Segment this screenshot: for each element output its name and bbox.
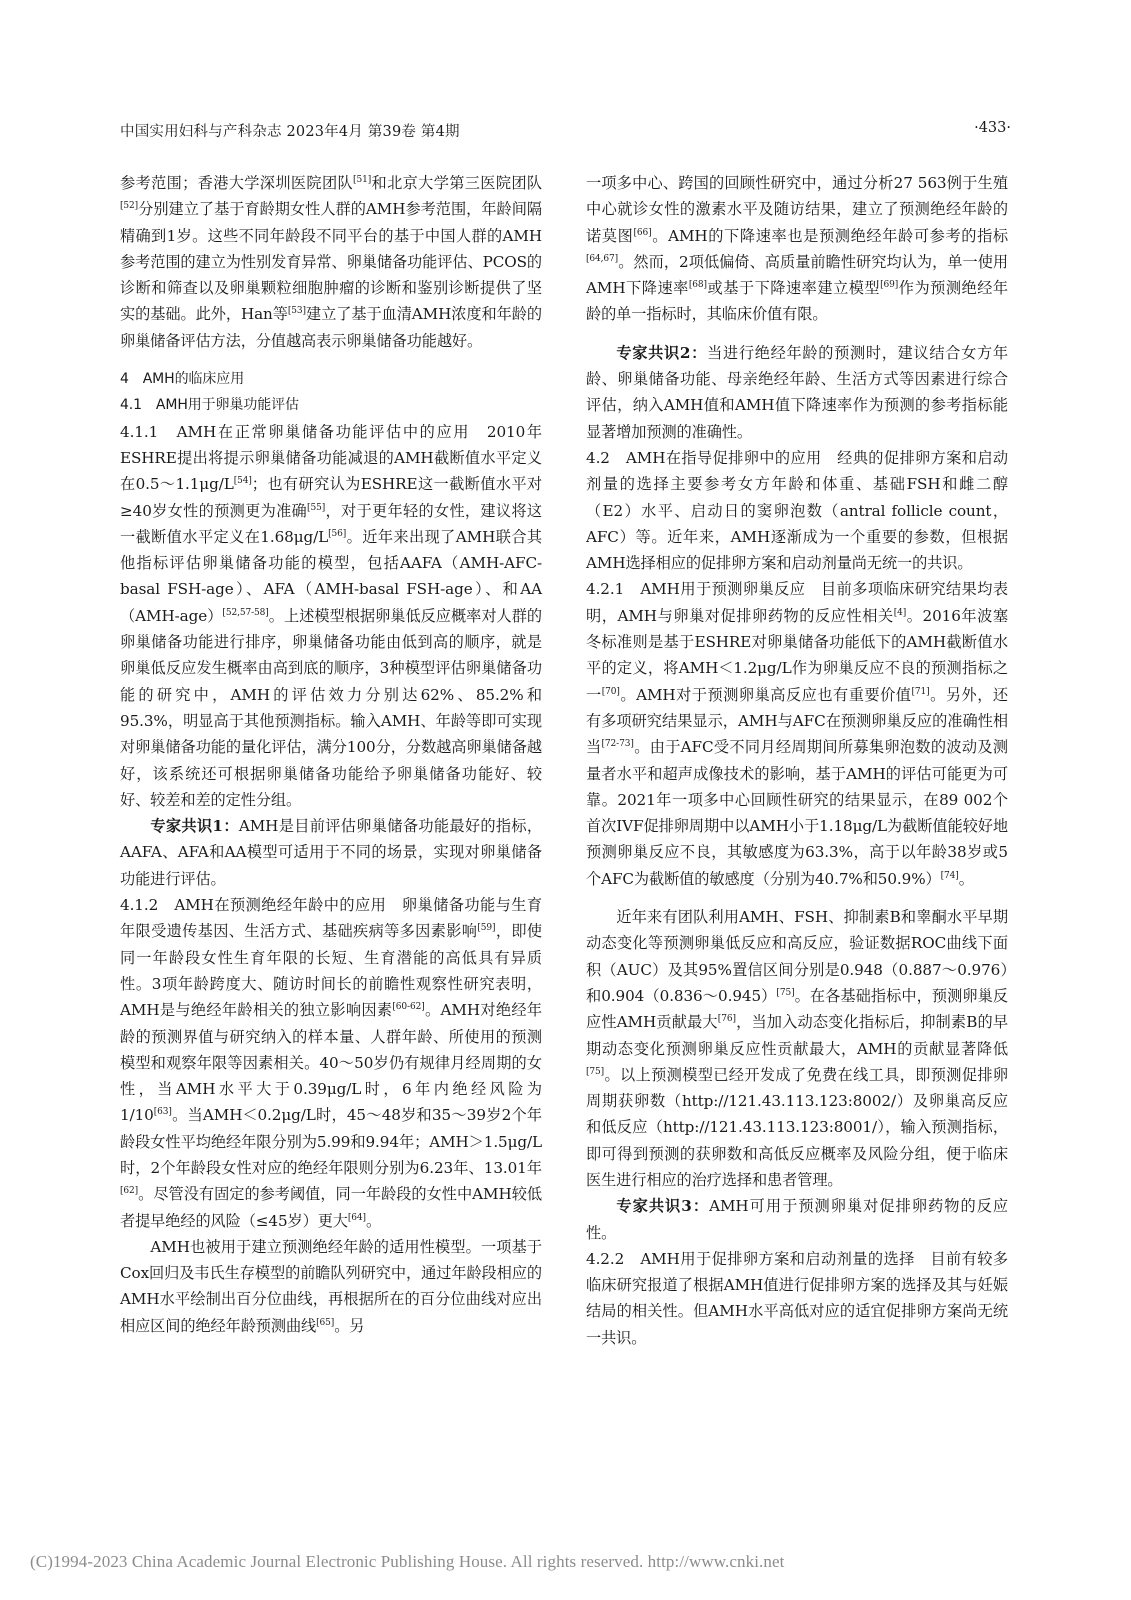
citation[interactable]: [63]	[153, 1107, 172, 1118]
paragraph-reference-ranges: 参考范围；香港大学深圳医院团队[51]和北京大学第三医院团队[52]分别建立了基于育龄期女性人群的AMH参考范围，年龄间隔精确到1岁。这些不同年龄段不同平台的基于中国人群的AMH参考范围的建立为性别发育异常、卵巢储备功能评估、PCOS的诊断和筛查以及卵巢颗粒细胞肿瘤的诊断和鉴别诊断提供了坚实的基础。此外，Han等[53]建立了基于血清AMH浓度和年龄的卵巢储备评估方法，分值越高表示卵巢储备功能越好。	[120, 174, 542, 350]
copyright-footer: (C)1994-2023 China Academic Journal Electronic Publishing House. All rights reserved. http://www.cnki.net	[30, 1552, 785, 1571]
expert-consensus-2: 专家共识2：当进行绝经年龄的预测时，建议结合女方年龄、卵巢储备功能、母亲绝经年龄、生活方式等因素进行综合评估，纳入AMH值和AMH值下降速率作为预测的参考指标能显著增加预测的准确性。	[586, 343, 1008, 441]
paragraph-menopause-continued: 一项多中心、跨国的回顾性研究中，通过分析27 563例于生殖中心就诊女性的激素水平及随访结果，建立了预测绝经年龄的诺莫图[66]。AMH的下降速率也是预测绝经年龄可参考的指标[64,67]。然而，2项低偏倚、高质量前瞻性研究均认为，单一使用AMH下降速率[68]或基于下降速率建立模型[69]作为预测绝经年龄的单一指标时，其临床价值有限。	[586, 174, 1009, 324]
citation[interactable]: [76]	[717, 1014, 736, 1025]
citation[interactable]: [75]	[776, 987, 795, 998]
section-heading-4-1: 4.1 AMH用于卵巢功能评估	[120, 397, 299, 414]
citation[interactable]: [55]	[307, 502, 326, 513]
citation[interactable]: [66]	[633, 227, 652, 238]
paragraph-4-1-1: 4.1.1 AMH在正常卵巢储备功能评估中的应用 2010年ESHRE提出将提示卵巢储备功能减退的AMH截断值水平定义在0.5～1.1μg/L[54]；也有研究认为ESHRE这一截断值水平对≥40岁女性的预测更为准确[55]，对于更年轻的女性，建议将这一截断值水平定义在1.68μg/L[56]。近年来出现了AMH联合其他指标评估卵巢储备功能的模型，包括AAFA（AMH-AFC-basal FSH-age）、AFA（AMH-basal FSH-age）、和AA（AMH-age）[52,57-58]。上述模型根据卵巢低反应概率对人群的卵巢储备功能进行排序，卵巢储备功能由低到高的顺序，就是卵巢低反应发生概率由高到底的顺序，3种模型评估卵巢储备功能的研究中，AMH的评估效力分别达62%、85.2%和95.3%，明显高于其他预测指标。输入AMH、年龄等即可实现对卵巢储备功能的量化评估，满分100分，分数越高卵巢储备越好，该系统还可根据卵巢储备功能给予卵巢储备功能好、较好、较差和差的定性分组。	[120, 422, 543, 809]
citation[interactable]: [64]	[347, 1212, 366, 1223]
citation[interactable]: [69]	[880, 280, 899, 291]
citation[interactable]: [68]	[688, 280, 707, 291]
citation[interactable]: [4]	[893, 607, 907, 618]
citation[interactable]: [65]	[316, 1317, 335, 1328]
citation[interactable]: [52]	[120, 201, 139, 212]
journal-header: 中国实用妇科与产科杂志 2023年4月 第39卷 第4期	[120, 124, 460, 140]
citation[interactable]: [53]	[287, 306, 306, 317]
paragraph-4-2-2: 4.2.2 AMH用于促排卵方案和启动剂量的选择 目前有较多临床研究报道了根据AMH值进行促排卵方案的选择及其与妊娠结局的相关性。但AMH水平高低对应的适宜促排卵方案尚无统一共识。	[586, 1249, 1008, 1347]
section-heading-4: 4 AMH的临床应用	[120, 371, 245, 388]
paragraph-4-2: 4.2 AMH在指导促排卵中的应用 经典的促排卵方案和启动剂量的选择主要参考女方年龄和体重、基础FSH和雌二醇（E2）水平、启动日的窦卵泡数（antral follicle count，AFC）等。近年来，AMH逐渐成为一个重要的参数，但根据AMH选择相应的促排卵方案和启动剂量尚无统一的共识。	[586, 448, 1008, 573]
paragraph-4-2-1: 4.2.1 AMH用于预测卵巢反应 目前多项临床研究结果均表明，AMH与卵巢对促排卵药物的反应性相关[4]。2016年波塞冬标准则是基于ESHRE对卵巢储备功能低下的AMH截断值水平的定义，将AMH＜1.2μg/L作为卵巢反应不良的预测指标之一[70]。AMH对于预测卵巢高反应也有重要价值[71]。另外，还有多项研究结果显示，AMH与AFC在预测卵巢反应的准确性相当[72-73]。由于AFC受不同月经周期间所募集卵泡数的波动及测量者水平和超声成像技术的影响，基于AMH的评估可能更为可靠。2021年一项多中心回顾性研究的结果显示，在89 002个首次IVF促排卵周期中以AMH小于1.18μg/L为截断值能较好地预测卵巢反应不良，其敏感度为63.3%，高于以年龄38岁或5个AFC为截断值的敏感度（分别为40.7%和50.9%）[74]。	[586, 580, 1008, 888]
expert-consensus-1: 专家共识1：AMH是目前评估卵巢储备功能最好的指标，AAFA、AFA和AA模型可适用于不同的场景，实现对卵巢储备功能进行评估。	[120, 817, 543, 888]
citation[interactable]: [72-73]	[601, 739, 634, 750]
citation[interactable]: [64,67]	[586, 253, 619, 264]
paragraph-menopause-model: AMH也被用于建立预测绝经年龄的适用性模型。一项基于Cox回归及韦氏生存模型的前瞻队列研究中，通过年龄段相应的AMH水平绘制出百分位曲线，再根据所在的百分位曲线对应出相应区间的绝经年龄预测曲线[65]。另	[120, 1237, 542, 1335]
citation[interactable]: [56]	[328, 528, 347, 539]
right-column	[586, 170, 1008, 1351]
page-number: ·433·	[974, 120, 1011, 136]
paragraph-4-1-2: 4.1.2 AMH在预测绝经年龄中的应用 卵巢储备功能与生育年限受遗传基因、生活方式、基础疾病等多因素影响[59]，即使同一年龄段女性生育年限的长短、生育潜能的高低具有异质性。3项年龄跨度大、随访时间长的前瞻性观察性研究表明，AMH是与绝经年龄相关的独立影响因素[60-62]。AMH对绝经年龄的预测界值与研究纳入的样本量、人群年龄、所使用的预测模型和观察年限等因素相关。40～50岁仍有规律月经周期的女性，当AMH水平大于0.39μg/L时，6年内绝经风险为1/10[63]。当AMH＜0.2μg/L时，45～48岁和35～39岁2个年龄段女性平均绝经年限分别为5.99和9.94年；AMH＞1.5μg/L时，2个年龄段女性对应的绝经年限则分别为6.23年、13.01年[62]。尽管没有固定的参考阈值，同一年龄段的女性中AMH较低者提早绝经的风险（≤45岁）更大[64]。	[120, 896, 543, 1230]
citation[interactable]: [75]	[586, 1066, 605, 1077]
citation[interactable]: [70]	[601, 686, 620, 697]
citation[interactable]: [71]	[911, 686, 930, 697]
citation[interactable]: [74]	[940, 870, 959, 881]
citation[interactable]: [62]	[120, 1186, 139, 1197]
left-column	[120, 170, 542, 1339]
citation[interactable]: [60-62]	[392, 1002, 425, 1013]
citation[interactable]: [54]	[233, 476, 252, 487]
citation[interactable]: [51]	[353, 175, 372, 185]
expert-consensus-3: 专家共识3：AMH可用于预测卵巢对促排卵药物的反应性。	[586, 1197, 1008, 1242]
citation[interactable]: [52,57-58]	[222, 607, 269, 618]
paragraph-dynamic-prediction: 近年来有团队利用AMH、FSH、抑制素B和睾酮水平早期动态变化等预测卵巢低反应和高反应，验证数据ROC曲线下面积（AUC）及其95%置信区间分别是0.948（0.887～0.976）和0.904（0.836～0.945）[75]。在各基础指标中，预测卵巢反应性AMH贡献最大[76]，当加入动态变化指标后，抑制素B的早期动态变化预测卵巢反应性贡献最大，AMH的贡献显著降低[75]。以上预测模型已经开发成了免费在线工具，即预测促排卵周期获卵数（http://121.43.113.123:8002/）及卵巢高反应和低反应（http://121.43.113.123:8001/），输入预测指标，即可得到预测的获卵数和高低反应概率及风险分组，便于临床医生进行相应的治疗选择和患者管理。	[586, 908, 1008, 1189]
citation[interactable]: [59]	[477, 923, 496, 934]
